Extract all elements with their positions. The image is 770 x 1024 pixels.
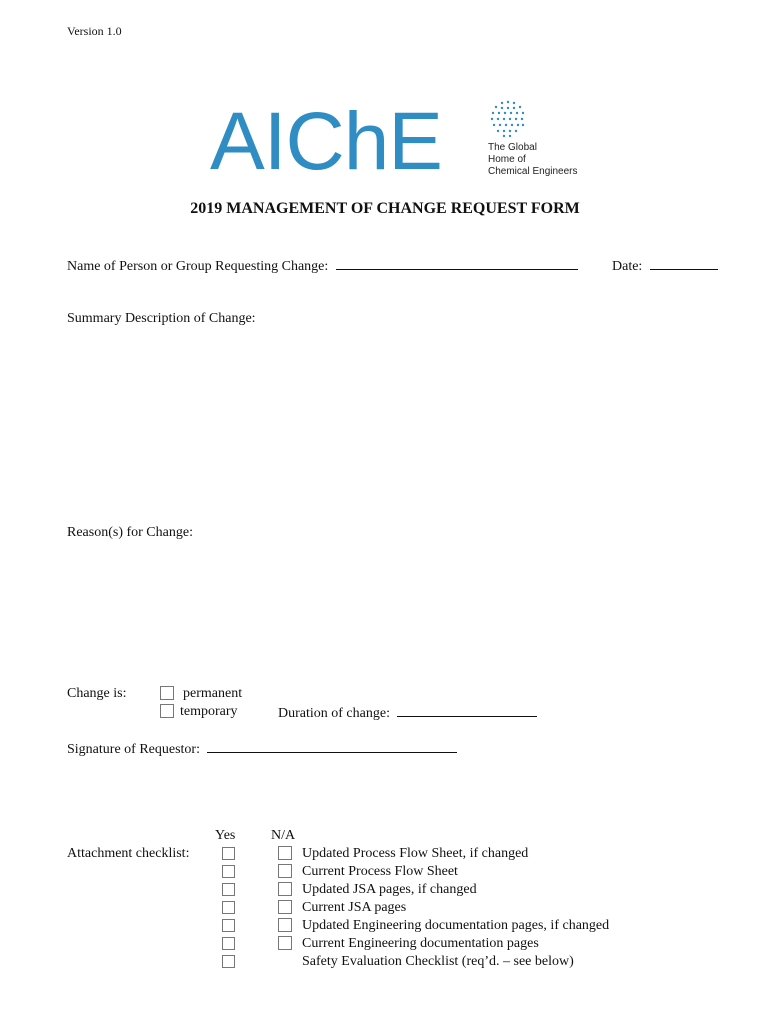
reasons-area[interactable] — [67, 550, 717, 670]
na-checkbox-4[interactable] — [278, 900, 292, 914]
signature-row — [67, 740, 457, 758]
na-checkbox-3[interactable] — [278, 882, 292, 896]
summary-label: Summary Description of Change: — [67, 311, 256, 326]
na-checkbox-5[interactable] — [278, 918, 292, 932]
tagline-line-2: Home of — [488, 154, 526, 165]
version-label: Version 1.0 — [67, 24, 122, 38]
checklist-item: Updated JSA pages, if changed — [302, 882, 477, 897]
tagline-line-3: Chemical Engineers — [488, 166, 578, 177]
na-checkbox-6[interactable] — [278, 936, 292, 950]
checklist-item: Current Engineering documentation pages — [302, 936, 539, 951]
checklist-item: Updated Engineering documentation pages, if changed — [302, 918, 610, 933]
checklist-item: Safety Evaluation Checklist (req’d. – see below) — [302, 954, 574, 969]
duration-input-line[interactable] — [397, 704, 537, 717]
signature-input-line[interactable] — [207, 740, 457, 753]
signature-label: Signature of Requestor: — [67, 742, 200, 757]
attachment-checklist-label: Attachment checklist: — [67, 846, 190, 861]
yes-checkbox-6[interactable] — [222, 937, 235, 950]
logo-wordmark: AIChE — [210, 96, 442, 187]
na-checkbox-1[interactable] — [278, 846, 292, 860]
change-is-label: Change is: — [67, 686, 127, 701]
yes-checkbox-5[interactable] — [222, 919, 235, 932]
temporary-label: temporary — [180, 704, 238, 719]
logo-tagline — [488, 142, 578, 178]
summary-area[interactable] — [67, 335, 717, 510]
checklist-item: Current JSA pages — [302, 900, 407, 915]
reasons-label: Reason(s) for Change: — [67, 525, 193, 540]
na-header: N/A — [271, 828, 296, 843]
yes-checkbox-2[interactable] — [222, 865, 235, 878]
tagline-line-1: The Global — [488, 142, 537, 153]
date-input-line[interactable] — [650, 257, 718, 270]
name-label: Name of Person or Group Requesting Change: — [67, 259, 329, 274]
yes-checkbox-7[interactable] — [222, 955, 235, 968]
yes-checkbox-1[interactable] — [222, 847, 235, 860]
yes-header: Yes — [215, 828, 236, 843]
date-row — [612, 257, 718, 275]
duration-row — [278, 704, 537, 722]
yes-checkbox-4[interactable] — [222, 901, 235, 914]
yes-checkbox-3[interactable] — [222, 883, 235, 896]
permanent-label: permanent — [183, 686, 243, 701]
name-row — [67, 257, 578, 275]
form-title: 2019 MANAGEMENT OF CHANGE REQUEST FORM — [190, 200, 580, 217]
date-label: Date: — [612, 259, 643, 274]
permanent-checkbox[interactable] — [160, 686, 174, 700]
globe-icon — [486, 96, 530, 140]
checklist-item: Updated Process Flow Sheet, if changed — [302, 846, 529, 861]
na-checkbox-2[interactable] — [278, 864, 292, 878]
checklist-item: Current Process Flow Sheet — [302, 864, 458, 879]
name-input-line[interactable] — [336, 257, 578, 270]
temporary-checkbox[interactable] — [160, 704, 174, 718]
duration-label: Duration of change: — [278, 706, 390, 721]
aiche-logo — [210, 92, 590, 192]
